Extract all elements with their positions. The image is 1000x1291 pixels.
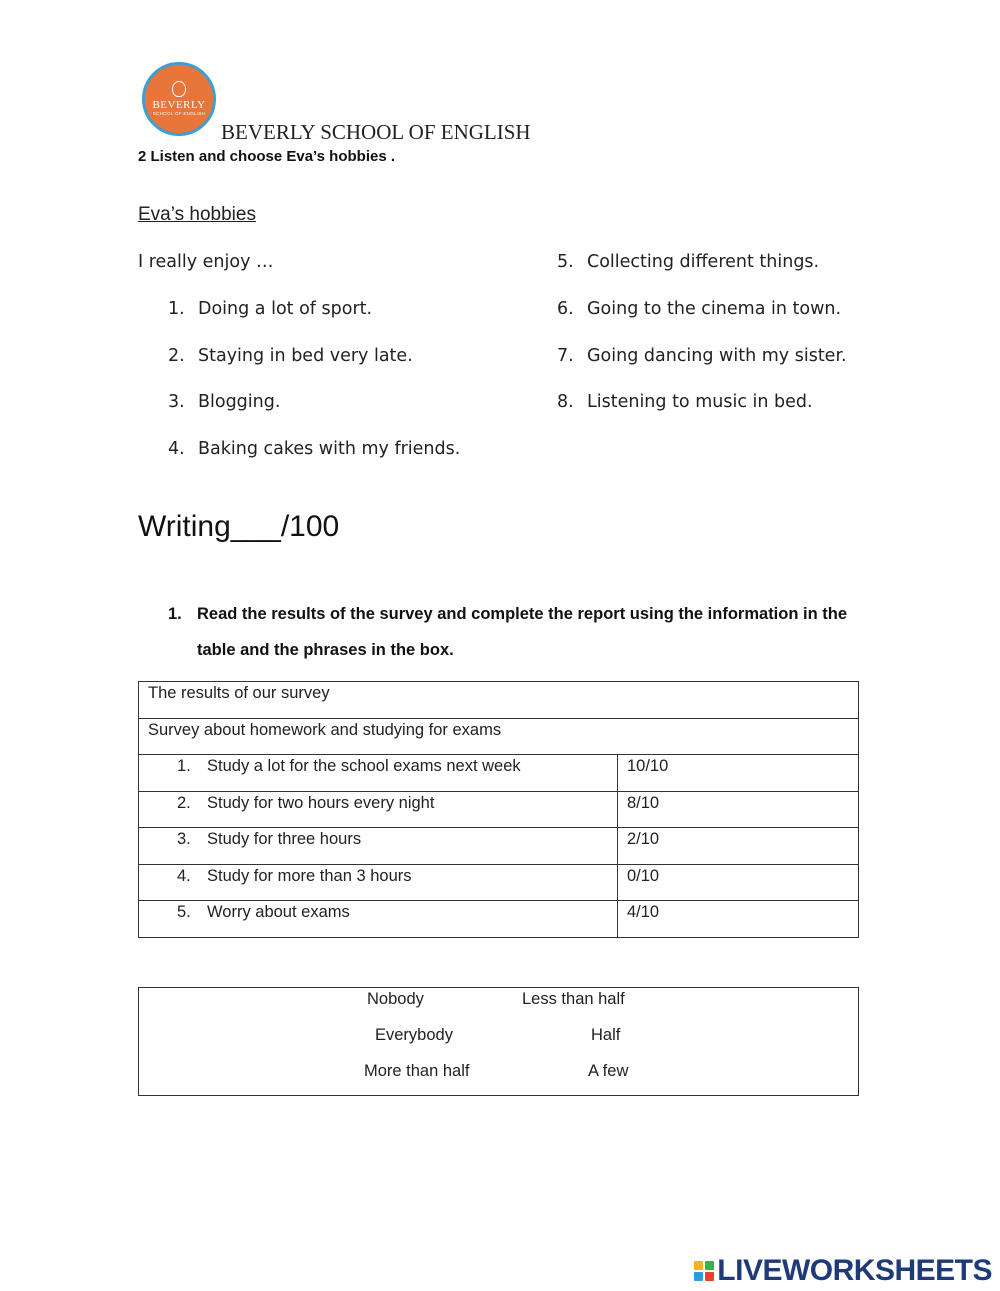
hobby-text: Collecting different things. — [587, 252, 820, 272]
phrase-item: Nobody — [367, 990, 424, 1008]
item-number: 5. — [177, 903, 191, 921]
balloon-icon — [172, 81, 186, 97]
item-score: 0/10 — [627, 866, 660, 885]
logo-block — [694, 1272, 703, 1281]
phrase-item: Everybody — [375, 1026, 453, 1044]
hobby-item — [168, 392, 280, 412]
hobby-text: Going to the cinema in town. — [587, 299, 842, 319]
hobby-item — [557, 252, 819, 272]
liveworksheets-blocks-icon — [694, 1261, 714, 1281]
logo-block — [705, 1272, 714, 1281]
item-score: 4/10 — [627, 903, 660, 921]
hobby-number: 8. — [557, 392, 574, 412]
phrase-box — [138, 987, 859, 1096]
phrase-item: More than half — [364, 1062, 470, 1080]
item-text: Study for three hours — [207, 830, 362, 848]
logo-brand: BEVERLY — [152, 99, 206, 111]
survey-item-cell — [139, 755, 618, 792]
table-row — [139, 864, 859, 901]
hobby-item — [557, 299, 841, 319]
table-row — [139, 828, 859, 865]
survey-subtitle-cell — [139, 718, 859, 755]
table-row — [139, 755, 859, 792]
survey-subtitle: Survey about homework and studying for exams — [148, 720, 502, 739]
survey-score-cell — [618, 864, 859, 901]
hobby-text: Listening to music in bed. — [587, 392, 813, 412]
survey-score-cell — [618, 755, 859, 792]
hobby-item — [168, 299, 372, 319]
school-logo — [142, 62, 216, 136]
item-number: 2. — [177, 793, 191, 812]
item-number: 1. — [177, 757, 191, 775]
hobby-number: 1. — [168, 299, 185, 319]
hobby-item — [168, 346, 413, 366]
hobby-number: 2. — [168, 346, 185, 366]
hobby-text: Baking cakes with my friends. — [198, 439, 461, 459]
survey-item-cell — [139, 828, 618, 865]
table-row — [139, 718, 859, 755]
logo-block — [705, 1261, 714, 1270]
item-score: 8/10 — [627, 793, 660, 812]
survey-item-cell — [139, 901, 618, 938]
hobby-number: 3. — [168, 392, 185, 412]
hobby-text: Staying in bed very late. — [198, 346, 413, 366]
hobby-text: Blogging. — [198, 392, 281, 412]
hobby-number: 5. — [557, 252, 574, 272]
item-text: Study a lot for the school exams next week — [207, 757, 521, 775]
table-row — [139, 682, 859, 719]
hobbies-heading: Eva’s hobbies — [138, 204, 256, 225]
item-text: Study for more than 3 hours — [207, 866, 412, 885]
hobby-item — [557, 392, 813, 412]
logo-subtitle: SCHOOL OF ENGLISH — [152, 111, 206, 116]
phrase-item: Less than half — [522, 990, 625, 1008]
hobby-number: 4. — [168, 439, 185, 459]
survey-item-cell — [139, 791, 618, 828]
hobby-number: 6. — [557, 299, 574, 319]
task-number: 1. — [168, 605, 182, 623]
hobby-number: 7. — [557, 346, 574, 366]
item-number: 3. — [177, 830, 191, 848]
survey-title-cell — [139, 682, 859, 719]
survey-score-cell — [618, 791, 859, 828]
hobby-item — [557, 346, 847, 366]
listening-instruction: 2 Listen and choose Eva’s hobbies . — [138, 148, 396, 165]
item-text: Worry about exams — [207, 903, 350, 921]
survey-title: The results of our survey — [148, 684, 330, 702]
school-title: BEVERLY SCHOOL OF ENGLISH — [221, 120, 531, 144]
hobbies-lead: I really enjoy … — [138, 252, 274, 272]
phrase-item: Half — [591, 1026, 621, 1044]
phrase-item: A few — [588, 1062, 629, 1080]
survey-score-cell — [618, 901, 859, 938]
item-score: 10/10 — [627, 757, 669, 775]
hobby-text: Doing a lot of sport. — [198, 299, 373, 319]
item-number: 4. — [177, 866, 191, 885]
survey-score-cell — [618, 828, 859, 865]
hobby-item — [168, 439, 460, 459]
survey-table — [138, 681, 859, 938]
writing-title: Writing___/100 — [138, 510, 340, 543]
task-text: Read the results of the survey and complete the report using the information in the table and the phrases in the box. — [197, 605, 848, 659]
table-row — [139, 901, 859, 938]
survey-item-cell — [139, 864, 618, 901]
hobby-text: Going dancing with my sister. — [587, 346, 847, 366]
logo-block — [694, 1261, 703, 1270]
liveworksheets-logo — [694, 1254, 992, 1288]
table-row — [139, 791, 859, 828]
liveworksheets-wordmark: LIVEWORKSHEETS — [717, 1254, 992, 1287]
item-score: 2/10 — [627, 830, 660, 848]
item-text: Study for two hours every night — [207, 793, 435, 812]
writing-task-instruction — [168, 596, 868, 668]
